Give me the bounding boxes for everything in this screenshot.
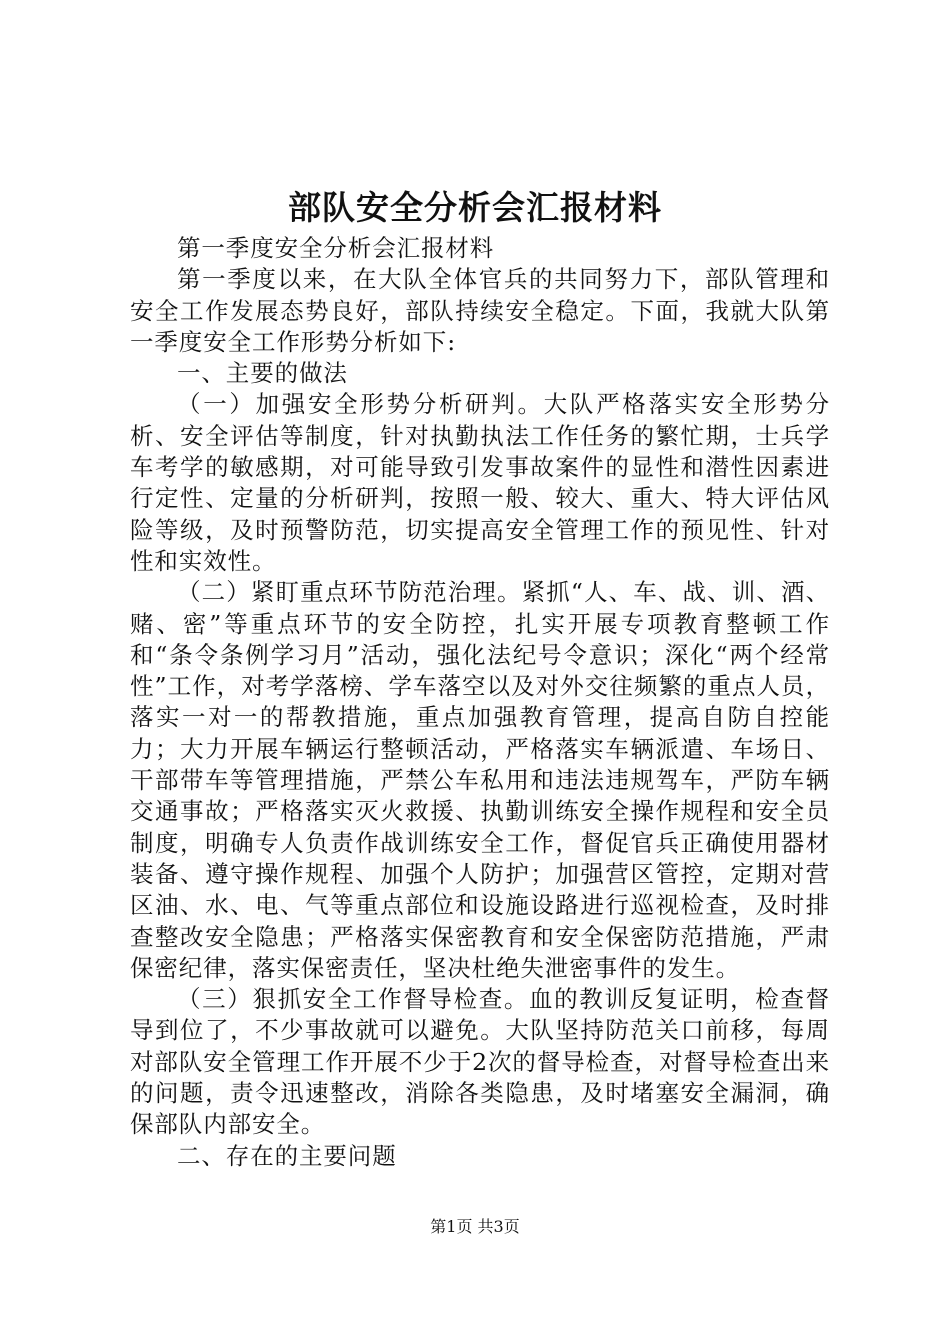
intro-paragraph: 第一季度以来，在大队全体官兵的共同努力下，部队管理和安全工作发展态势良好，部队持续安全稳定。下面，我就大队第一季度安全工作形势分析如下: <box>130 265 830 356</box>
subtitle-paragraph: 第一季度安全分析会汇报材料 <box>177 234 495 262</box>
document-body <box>130 233 830 1172</box>
page-number-footer: 第1页 共3页 <box>430 1217 520 1236</box>
document-title: 部队安全分析会汇报材料 <box>288 188 662 227</box>
body-paragraph-1: （一）加强安全形势分析研判。大队严格落实安全形势分析、安全评估等制度，针对执勤执法工作任务的繁忙期，士兵学车考学的敏感期，对可能导致引发事故案件的显性和潜性因素进行定性、定量的分析研判，按照一般、较大、重大、特大评估风险等级，及时预警防范，切实提高安全管理工作的预见性、针对性和实效性。 <box>130 390 830 575</box>
body-paragraph-3: （三）狠抓安全工作督导检查。血的教训反复证明，检查督导到位了，不少事故就可以避免。大队坚持防范关口前移，每周对部队安全管理工作开展不少于2次的督导检查，对督导检查出来的问题，责令迅速整改，消除各类隐患，及时堵塞安全漏洞，确保部队内部安全。 <box>130 985 830 1139</box>
section-heading-2: 二、存在的主要问题 <box>177 1141 397 1170</box>
section-heading-1: 一、主要的做法 <box>177 359 348 388</box>
body-paragraph-2: （二）紧盯重点环节防范治理。紧抓“人、车、战、训、酒、赌、密”等重点环节的安全防控，扎实开展专项教育整顿工作和“条令条例学习月”活动，强化法纪号令意识；深化“两个经常性”工作，对考学落榜、学车落空以及对外交往频繁的重点人员，落实一对一的帮教措施，重点加强教育管理，提高自防自控能力；大力开展车辆运行整顿活动，严格落实车辆派遣、车场日、干部带车等管理措施，严禁公车私用和违法违规驾车，严防车辆交通事故；严格落实灭火救援、执勤训练安全操作规程和安全员制度，明确专人负责作战训练安全工作，督促官兵正确使用器材装备、遵守操作规程、加强个人防护；加强营区管控，定期对营区油、水、电、气等重点部位和设施设路进行巡视检查，及时排查整改安全隐患；严格落实保密教育和安全保密防范措施，严肃保密纪律，落实保密责任，坚决杜绝失泄密事件的发生。 <box>130 578 830 982</box>
